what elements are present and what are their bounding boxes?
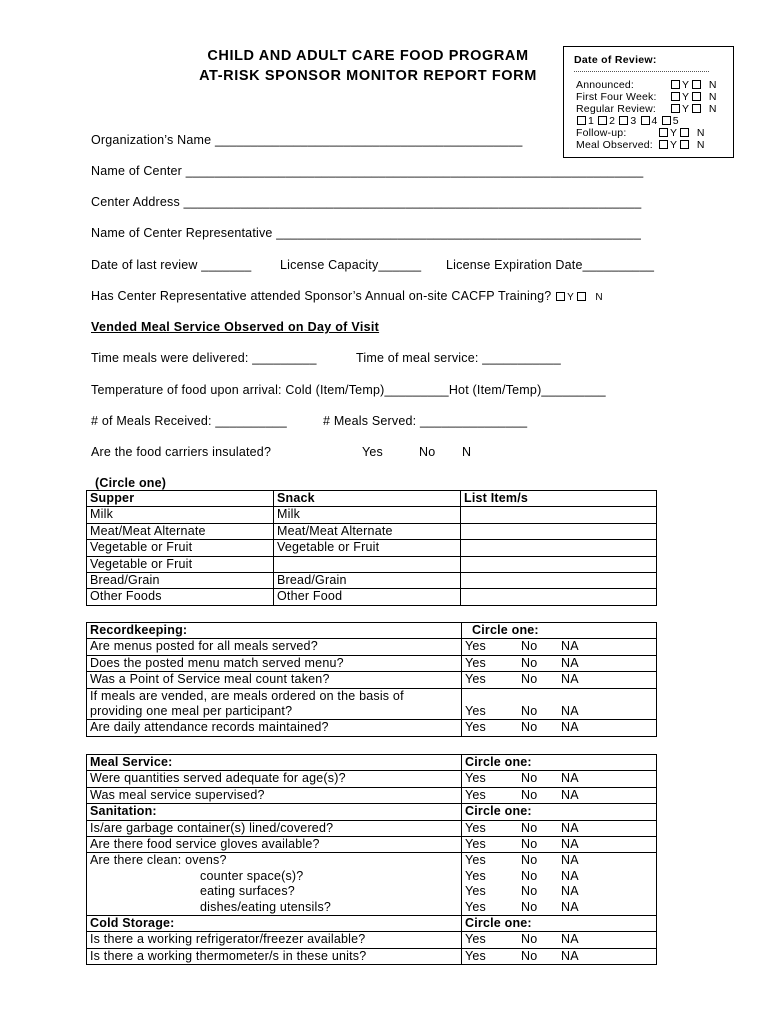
table-row	[87, 820, 657, 836]
question-cell: Are menus posted for all meals served?	[87, 639, 462, 655]
review-3-checkbox[interactable]	[619, 116, 628, 125]
question-cell: counter space(s)?	[200, 868, 304, 883]
na-option[interactable]: NA	[561, 853, 579, 868]
form-title-line1: CHILD AND ADULT CARE FOOD PROGRAM	[207, 48, 529, 64]
supper-cell: Other Foods	[87, 589, 274, 605]
question-cell: Are there food service gloves available?	[87, 836, 462, 852]
insulated-n[interactable]: N	[462, 445, 472, 459]
table-header-row	[87, 491, 657, 507]
table-row	[87, 720, 657, 736]
meals-served-field[interactable]: # Meals Served: _______________	[323, 414, 528, 428]
recordkeeping-heading: Recordkeeping:	[87, 623, 462, 639]
no-option[interactable]: No	[518, 720, 558, 736]
circle-one-label: Circle one:	[462, 623, 657, 639]
snack-cell: Vegetable or Fruit	[274, 540, 461, 556]
snack-cell: Bread/Grain	[274, 572, 461, 588]
vended-meal-heading: Vended Meal Service Observed on Day of Visit	[91, 320, 380, 334]
n-label: N	[696, 139, 705, 151]
no-option[interactable]: No	[518, 820, 558, 836]
snack-header: Snack	[274, 491, 461, 507]
review-1-checkbox[interactable]	[577, 116, 586, 125]
na-option[interactable]: NA	[558, 900, 657, 916]
announced-y-checkbox[interactable]	[671, 80, 680, 89]
no-option[interactable]: No	[521, 868, 538, 883]
license-capacity-field[interactable]: License Capacity______	[280, 258, 422, 272]
na-option[interactable]: NA	[558, 655, 657, 671]
snack-cell: Milk	[274, 507, 461, 523]
question-cell: Was a Point of Service meal count taken?	[87, 672, 462, 688]
circle-one-label: Circle one:	[462, 755, 657, 771]
question-cell: eating surfaces?	[200, 884, 295, 899]
yes-option[interactable]: Yes	[462, 639, 519, 655]
table-row	[87, 523, 657, 539]
question-cell: Is there a working refrigerator/freezer available?	[87, 932, 462, 948]
no-option[interactable]: No	[518, 787, 558, 803]
date-of-review-label: Date of Review:	[574, 54, 657, 66]
na-option[interactable]: NA	[558, 639, 657, 655]
na-option[interactable]: NA	[558, 836, 657, 852]
n-label: N	[696, 127, 705, 139]
y-label: Y	[670, 127, 678, 139]
na-option[interactable]: NA	[558, 771, 657, 787]
no-option[interactable]: No	[518, 900, 558, 916]
table-row	[87, 672, 657, 688]
yes-option[interactable]: Yes	[462, 672, 519, 688]
list-items-cell[interactable]	[461, 572, 657, 588]
na-option[interactable]: NA	[558, 787, 657, 803]
insulated-yes[interactable]: Yes	[362, 445, 383, 459]
regular-review-label: Regular Review:	[576, 103, 657, 115]
table-row	[87, 853, 657, 869]
table-row	[87, 688, 657, 704]
na-option[interactable]: NA	[558, 820, 657, 836]
question-cell: If meals are vended, are meals ordered on the basis of	[90, 688, 404, 703]
na-option[interactable]: NA	[558, 672, 657, 688]
section-header-row	[87, 755, 657, 771]
yes-option[interactable]: Yes	[462, 869, 519, 884]
na-option[interactable]: NA	[558, 720, 657, 736]
regular-review-y-checkbox[interactable]	[671, 104, 680, 113]
table-row	[87, 884, 657, 899]
follow-up-options	[658, 127, 704, 139]
y-label: Y	[682, 91, 690, 103]
question-cell: providing one meal per participant?	[87, 704, 462, 720]
cold-storage-heading: Cold Storage:	[87, 915, 462, 931]
list-items-cell[interactable]	[461, 540, 657, 556]
center-address-field[interactable]: Center Address ________________________________________________________________	[91, 195, 642, 209]
no-option[interactable]: No	[518, 771, 558, 787]
review-5-checkbox[interactable]	[662, 116, 671, 125]
yes-option[interactable]: Yes	[462, 948, 519, 964]
y-label: Y	[682, 79, 690, 91]
table-row	[87, 507, 657, 523]
review-2-checkbox[interactable]	[598, 116, 607, 125]
supper-header: Supper	[87, 491, 274, 507]
organization-name-field[interactable]: Organization’s Name ___________________________________________	[91, 133, 523, 147]
yes-option[interactable]: Yes	[462, 787, 519, 803]
supper-cell: Vegetable or Fruit	[87, 556, 274, 572]
answer-cell	[518, 688, 558, 704]
snack-cell: Other Food	[274, 589, 461, 605]
yes-option[interactable]: Yes	[462, 884, 519, 899]
question-cell: Are there clean: ovens?	[90, 853, 227, 868]
question-cell: Does the posted menu match served menu?	[87, 655, 462, 671]
date-of-review-box	[563, 46, 734, 158]
meal-service-heading: Meal Service:	[87, 755, 462, 771]
table-row	[87, 836, 657, 852]
num-label: 1	[588, 115, 595, 127]
yes-option[interactable]: Yes	[462, 655, 519, 671]
announced-options	[670, 79, 716, 91]
meals-received-field[interactable]: # of Meals Received: __________	[91, 414, 287, 428]
circle-one-label: (Circle one)	[95, 476, 167, 490]
table-row	[87, 556, 657, 572]
list-items-cell[interactable]	[461, 523, 657, 539]
yes-option[interactable]: Yes	[462, 900, 519, 916]
no-option[interactable]: No	[521, 884, 538, 899]
sanitation-heading: Sanitation:	[87, 804, 462, 820]
list-items-cell[interactable]	[461, 556, 657, 572]
no-option[interactable]: No	[518, 948, 558, 964]
question-cell: Is/are garbage container(s) lined/covered?	[87, 820, 462, 836]
review-number-options	[576, 115, 679, 127]
meal-components-table	[86, 490, 657, 606]
no-option[interactable]: No	[518, 704, 558, 720]
na-option[interactable]: NA	[558, 704, 657, 720]
training-question-text: Has Center Representative attended Sponsor’s Annual on-site CACFP Training?	[91, 289, 552, 303]
table-row	[87, 900, 657, 916]
table-row	[87, 787, 657, 803]
circle-one-label: Circle one:	[462, 804, 657, 820]
temperature-field[interactable]: Temperature of food upon arrival: Cold (Item/Temp)_________Hot (Item/Temp)_________	[91, 383, 606, 397]
table-row	[87, 948, 657, 964]
table-row	[87, 771, 657, 787]
table-row	[87, 540, 657, 556]
announced-label: Announced:	[576, 79, 635, 91]
na-option[interactable]: NA	[561, 884, 579, 899]
question-cell: Is there a working thermometer/s in these units?	[87, 948, 462, 964]
yes-option[interactable]: Yes	[462, 836, 519, 852]
list-items-cell[interactable]	[461, 589, 657, 605]
yes-option[interactable]: Yes	[462, 853, 519, 869]
na-option[interactable]: NA	[558, 932, 657, 948]
yes-option[interactable]: Yes	[462, 932, 519, 948]
snack-cell: Meat/Meat Alternate	[274, 523, 461, 539]
training-question	[91, 289, 603, 303]
meal-observed-label: Meal Observed:	[576, 139, 653, 151]
table-row	[87, 639, 657, 655]
meal-observed-y-checkbox[interactable]	[659, 140, 668, 149]
snack-cell	[274, 556, 461, 572]
supper-cell: Bread/Grain	[87, 572, 274, 588]
circle-one-label: Circle one:	[462, 915, 657, 931]
question-cell: Was meal service supervised?	[87, 787, 462, 803]
training-y-checkbox[interactable]	[556, 292, 565, 301]
license-expiration-field[interactable]: License Expiration Date__________	[446, 258, 655, 272]
question-cell: dishes/eating utensils?	[87, 900, 462, 916]
first-four-week-options	[670, 91, 716, 103]
table-row	[87, 572, 657, 588]
form-title-line2: AT-RISK SPONSOR MONITOR REPORT FORM	[199, 68, 537, 84]
section-header-row	[87, 915, 657, 931]
no-option[interactable]: No	[518, 655, 558, 671]
y-label: Y	[567, 292, 574, 303]
recordkeeping-table	[86, 622, 657, 737]
n-label: N	[708, 91, 717, 103]
answer-cell	[462, 688, 519, 704]
num-label: 4	[651, 115, 658, 127]
meal-observed-n-checkbox[interactable]	[680, 140, 689, 149]
first-four-week-label: First Four Week:	[576, 91, 657, 103]
follow-up-n-checkbox[interactable]	[680, 128, 689, 137]
table-row	[87, 869, 657, 884]
no-option[interactable]: No	[518, 639, 558, 655]
table-row	[87, 589, 657, 605]
supper-cell: Meat/Meat Alternate	[87, 523, 274, 539]
yes-option[interactable]: Yes	[462, 720, 519, 736]
follow-up-label: Follow-up:	[576, 127, 627, 139]
insulated-no[interactable]: No	[419, 445, 436, 459]
list-items-header: List Item/s	[461, 491, 657, 507]
y-label: Y	[670, 139, 678, 151]
review-4-checkbox[interactable]	[641, 116, 650, 125]
follow-up-y-checkbox[interactable]	[659, 128, 668, 137]
n-label: N	[595, 292, 603, 303]
list-items-cell[interactable]	[461, 507, 657, 523]
supper-cell: Vegetable or Fruit	[87, 540, 274, 556]
table-row	[87, 655, 657, 671]
section-header-row	[87, 804, 657, 820]
meal-observed-options	[658, 139, 704, 151]
time-delivered-field[interactable]: Time meals were delivered: _________	[91, 351, 317, 365]
no-option[interactable]: No	[518, 932, 558, 948]
supper-cell: Milk	[87, 507, 274, 523]
date-last-review-field[interactable]: Date of last review _______	[91, 258, 252, 272]
no-option[interactable]: No	[518, 672, 558, 688]
yes-option[interactable]: Yes	[462, 771, 519, 787]
regular-review-options	[670, 103, 716, 115]
date-of-review-line	[574, 71, 709, 72]
time-service-field[interactable]: Time of meal service: ___________	[356, 351, 561, 365]
announced-n-checkbox[interactable]	[692, 80, 701, 89]
question-cell: Are daily attendance records maintained?	[87, 720, 462, 736]
n-label: N	[708, 79, 717, 91]
insulated-question: Are the food carriers insulated?	[91, 445, 272, 459]
first-four-week-n-checkbox[interactable]	[692, 92, 701, 101]
n-label: N	[708, 103, 717, 115]
na-option[interactable]: NA	[558, 948, 657, 964]
meal-service-table	[86, 754, 657, 965]
first-four-week-y-checkbox[interactable]	[671, 92, 680, 101]
center-name-field[interactable]: Name of Center ________________________________________________________________	[91, 164, 644, 178]
recordkeeping-header-row	[87, 623, 657, 639]
question-cell: Were quantities served adequate for age(s)?	[87, 771, 462, 787]
center-representative-field[interactable]: Name of Center Representative ___________________________________________________	[91, 226, 642, 240]
na-option[interactable]: NA	[561, 868, 579, 883]
y-label: Y	[682, 103, 690, 115]
regular-review-n-checkbox[interactable]	[692, 104, 701, 113]
yes-option[interactable]: Yes	[462, 820, 519, 836]
table-row	[87, 704, 657, 720]
yes-option[interactable]: Yes	[462, 704, 519, 720]
no-option[interactable]: No	[518, 836, 558, 852]
answer-cell	[558, 688, 657, 704]
num-label: 3	[630, 115, 637, 127]
training-n-checkbox[interactable]	[577, 292, 586, 301]
num-label: 5	[672, 115, 679, 127]
num-label: 2	[609, 115, 616, 127]
no-option[interactable]: No	[521, 853, 538, 868]
table-row	[87, 932, 657, 948]
